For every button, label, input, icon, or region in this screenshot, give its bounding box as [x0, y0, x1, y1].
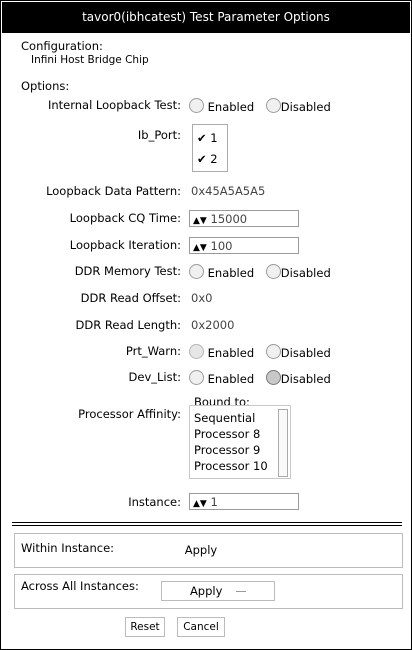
- loopback-iteration-label: Loopback Iteration:: [69, 238, 181, 252]
- within-instance-label: Within Instance:: [21, 541, 115, 555]
- across-instances-label: Across All Instances:: [21, 579, 139, 593]
- within-instance-apply-label: Apply: [184, 543, 218, 557]
- processor-affinity-list[interactable]: [189, 405, 291, 479]
- instance-label: Instance:: [128, 495, 181, 509]
- check-icon: ✔: [197, 152, 207, 166]
- loopback-iteration-value: 100: [210, 239, 233, 253]
- internal-loopback-disabled-radio[interactable]: [266, 98, 281, 113]
- prt-warn-radio-group: [189, 344, 331, 360]
- list-item[interactable]: Sequential: [194, 411, 256, 425]
- ddr-memory-test-enabled-label: Enabled: [207, 266, 255, 280]
- configuration-value: Infini Host Bridge Chip: [31, 54, 149, 66]
- dev-list-disabled-label: Disabled: [280, 372, 331, 386]
- dev-list-label: Dev_List:: [128, 370, 181, 384]
- ddr-read-offset-value: 0x0: [191, 291, 213, 305]
- loopback-cq-time-value: 15000: [210, 212, 248, 226]
- reset-button[interactable]: Reset: [125, 617, 165, 637]
- loopback-cq-time-field[interactable]: [189, 210, 299, 227]
- ddr-read-length-value: 0x2000: [191, 318, 235, 332]
- configuration-label: Configuration:: [21, 39, 103, 53]
- dropdown-indicator-icon: [236, 591, 246, 592]
- spinner-arrows-icon[interactable]: ▲▼: [193, 499, 207, 509]
- cancel-button[interactable]: Cancel: [177, 617, 225, 637]
- ddr-read-offset-label: DDR Read Offset:: [80, 291, 181, 305]
- prt-warn-disabled-label: Disabled: [280, 346, 331, 360]
- across-instances-apply-button[interactable]: [161, 581, 275, 601]
- internal-loopback-enabled-label: Enabled: [207, 100, 255, 114]
- ddr-memory-test-enabled-radio[interactable]: [189, 264, 204, 279]
- loopback-pattern-label: Loopback Data Pattern:: [46, 184, 181, 198]
- dev-list-disabled-radio[interactable]: [266, 370, 281, 385]
- list-item[interactable]: Processor 9: [194, 443, 261, 457]
- ddr-memory-test-label: DDR Memory Test:: [74, 264, 181, 278]
- within-instance-apply-button[interactable]: [156, 541, 246, 560]
- loopback-cq-time-label: Loopback CQ Time:: [69, 211, 181, 225]
- across-instances-apply-label: Apply: [189, 584, 223, 598]
- ddr-read-length-label: DDR Read Length:: [75, 318, 181, 332]
- internal-loopback-enabled-radio[interactable]: [189, 98, 204, 113]
- bound-to-label: Bound to:: [194, 395, 250, 409]
- ib-port-2-label: 2: [210, 152, 218, 166]
- ib-port-1-label: 1: [210, 131, 218, 145]
- ddr-memory-test-disabled-radio[interactable]: [266, 264, 281, 279]
- ib-port-2-checkbox[interactable]: [197, 152, 218, 166]
- check-icon: ✔: [197, 131, 207, 145]
- internal-loopback-disabled-label: Disabled: [280, 100, 331, 114]
- loopback-iteration-field[interactable]: [189, 237, 299, 254]
- spinner-arrows-icon[interactable]: ▲▼: [193, 243, 207, 253]
- ddr-memory-test-disabled-label: Disabled: [280, 266, 331, 280]
- internal-loopback-label: Internal Loopback Test:: [47, 98, 181, 112]
- list-item[interactable]: Processor 10: [194, 459, 268, 473]
- spinner-arrows-icon[interactable]: ▲▼: [193, 216, 207, 226]
- loopback-pattern-value: 0x45A5A5A5: [191, 184, 266, 198]
- dev-list-enabled-radio[interactable]: [189, 370, 204, 385]
- divider: [12, 522, 402, 523]
- instance-field[interactable]: [189, 493, 299, 510]
- dev-list-enabled-label: Enabled: [207, 372, 255, 386]
- prt-warn-disabled-radio[interactable]: [266, 344, 281, 359]
- ddr-memory-test-radio-group: [189, 264, 331, 280]
- internal-loopback-radio-group: [189, 98, 331, 114]
- list-item[interactable]: Processor 8: [194, 427, 261, 441]
- window-title: tavor0(ibhcatest) Test Parameter Options: [2, 2, 410, 33]
- ib-port-label: Ib_Port:: [137, 128, 181, 142]
- divider: [12, 525, 402, 526]
- processor-affinity-label: Processor Affinity:: [78, 407, 181, 421]
- prt-warn-enabled-label: Enabled: [207, 346, 255, 360]
- list-scrollbar[interactable]: [278, 409, 288, 477]
- ib-port-1-checkbox[interactable]: [197, 131, 218, 145]
- prt-warn-enabled-radio[interactable]: [189, 344, 204, 359]
- instance-value: 1: [210, 495, 218, 509]
- prt-warn-label: Prt_Warn:: [125, 344, 181, 358]
- options-label: Options:: [21, 79, 70, 93]
- dev-list-radio-group: [189, 370, 331, 386]
